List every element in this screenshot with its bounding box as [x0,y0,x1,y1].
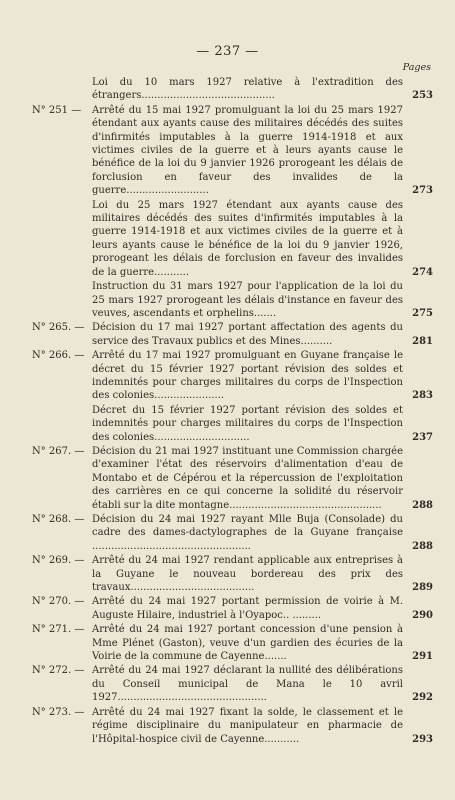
entry-text: Décret du 15 février 1927 portant révision des soldes et indemnités pour charges militaires du corps de l'Inspection des colonies.............................. [92,404,403,443]
entry-number: N° 269. — [32,555,85,567]
page-number: — 237 — [196,44,259,59]
pages-column-header: Pages [402,62,431,73]
entry-page: 274 [412,266,433,278]
entry-page: 292 [412,692,433,704]
entry-text: Arrêté du 24 mai 1927 portant permission de voirie à M. Auguste Hilaire, industriel à l'Oyapoc.. ......... [92,596,403,621]
entry-page: 293 [412,733,433,745]
entry-page: 283 [412,390,433,402]
entry-text: Décision du 24 mai 1927 rayant Mlle Buja (Consolade) du cadre des dames-dactylographes de la Guyane française .................................................. [92,514,403,552]
list-item [0,280,455,320]
entry-page: 288 [412,540,433,552]
list-item [0,595,455,622]
list-item [0,76,455,103]
entry-page: 288 [412,499,433,511]
entry-text: Arrêté du 15 mai 1927 promulguant la loi du 25 mars 1927 étendant aux ayants cause des militaires décédés des suites d'infirmités imputables à la guerre 1914-1918 et aux victimes civiles de la guerre et à leurs ayants cause le bénéfice de la loi du 9 janvier 1926 prorogeant les délais de forclusion en faveur des invalides de la guerre.......................... [92,104,403,197]
entry-number: N° 270. — [32,596,85,608]
entry-page: 275 [412,307,433,319]
entry-text: Arrêté du 24 mai 1927 portant concession d'une pension à Mme Plénet (Gaston), veuve d'un gardien des écuries de la Voirie de la commune de Cayenne....... [92,624,403,663]
entry-page: 289 [412,582,433,594]
list-item [0,404,455,444]
list-item [0,445,455,512]
entry-page: 291 [412,651,433,663]
list-item [0,104,455,198]
entry-number: N° 265. — [32,322,85,334]
list-item [0,513,455,553]
entry-page: 290 [412,609,433,621]
entry-text: Décision du 21 mai 1927 instituant une Commission chargée d'examiner l'état des réservoirs d'alimentation d'eau de Montabo et de Cépérou et la répercussion de l'exploitation des carrières en ce qui concerne la solidité du réservoir établi sur la dite montagne................................................ [92,445,403,511]
list-item [0,349,455,403]
entry-text: Arrêté du 24 mai 1927 rendant applicable aux entreprises à la Guyane le nouveau bordereau des prix des travaux....................................... [92,555,403,594]
list-item [0,623,455,663]
list-item [0,706,455,746]
list-item [0,199,455,279]
entry-text: Arrêté du 24 mai 1927 déclarant la nullité des délibérations du Conseil municipal de Mana le 10 avril 1927............................................... [92,665,403,704]
list-item [0,321,455,348]
entry-text: Loi du 25 mars 1927 étendant aux ayants cause des militaires décédés des suites d'infirmités imputables à la guerre 1914-1918 et aux victimes civiles de la guerre et à leurs ayants cause le bénéfice de la loi du 9 janvier 1926, prorogeant les délais de forclusion en faveur des invalides de la guerre........... [92,199,403,278]
entry-number: N° 267. — [32,445,85,457]
entry-number: N° 273. — [32,706,85,718]
entry-page: 281 [412,335,433,347]
list-item [0,554,455,594]
entry-text: Loi du 10 mars 1927 relative à l'extradition des étrangers.......................................... [92,77,403,102]
entry-page: 273 [412,185,433,197]
entry-number: N° 272. — [32,665,85,677]
entry-number: N° 266. — [32,350,85,362]
entry-number: N° 268. — [32,514,85,525]
entry-text: Arrêté du 24 mai 1927 fixant la solde, le classement et le régime disciplinaire du manipulateur en pharmacie de l'Hôpital-hospice civil de Cayenne........... [92,706,403,745]
entry-number: N° 251 — [32,104,82,116]
entry-list [0,76,455,747]
entry-text: Arrêté du 17 mai 1927 promulguant en Guyane française le décret du 15 février 1927 portant révision des soldes et indemnités pour charges militaires du corps de l'Inspection des colonies...................... [92,350,403,402]
list-item [0,664,455,704]
entry-page: 237 [412,431,433,443]
entry-number: N° 271. — [32,624,85,636]
entry-text: Instruction du 31 mars 1927 pour l'application de la loi du 25 mars 1927 prorogeant les délais d'instance en faveur des veuves, ascendants et orphelins....... [92,281,403,319]
entry-text: Décision du 17 mai 1927 portant affectation des agents du service des Travaux publics et des Mines.......... [92,322,403,347]
entry-page: 253 [412,90,433,102]
